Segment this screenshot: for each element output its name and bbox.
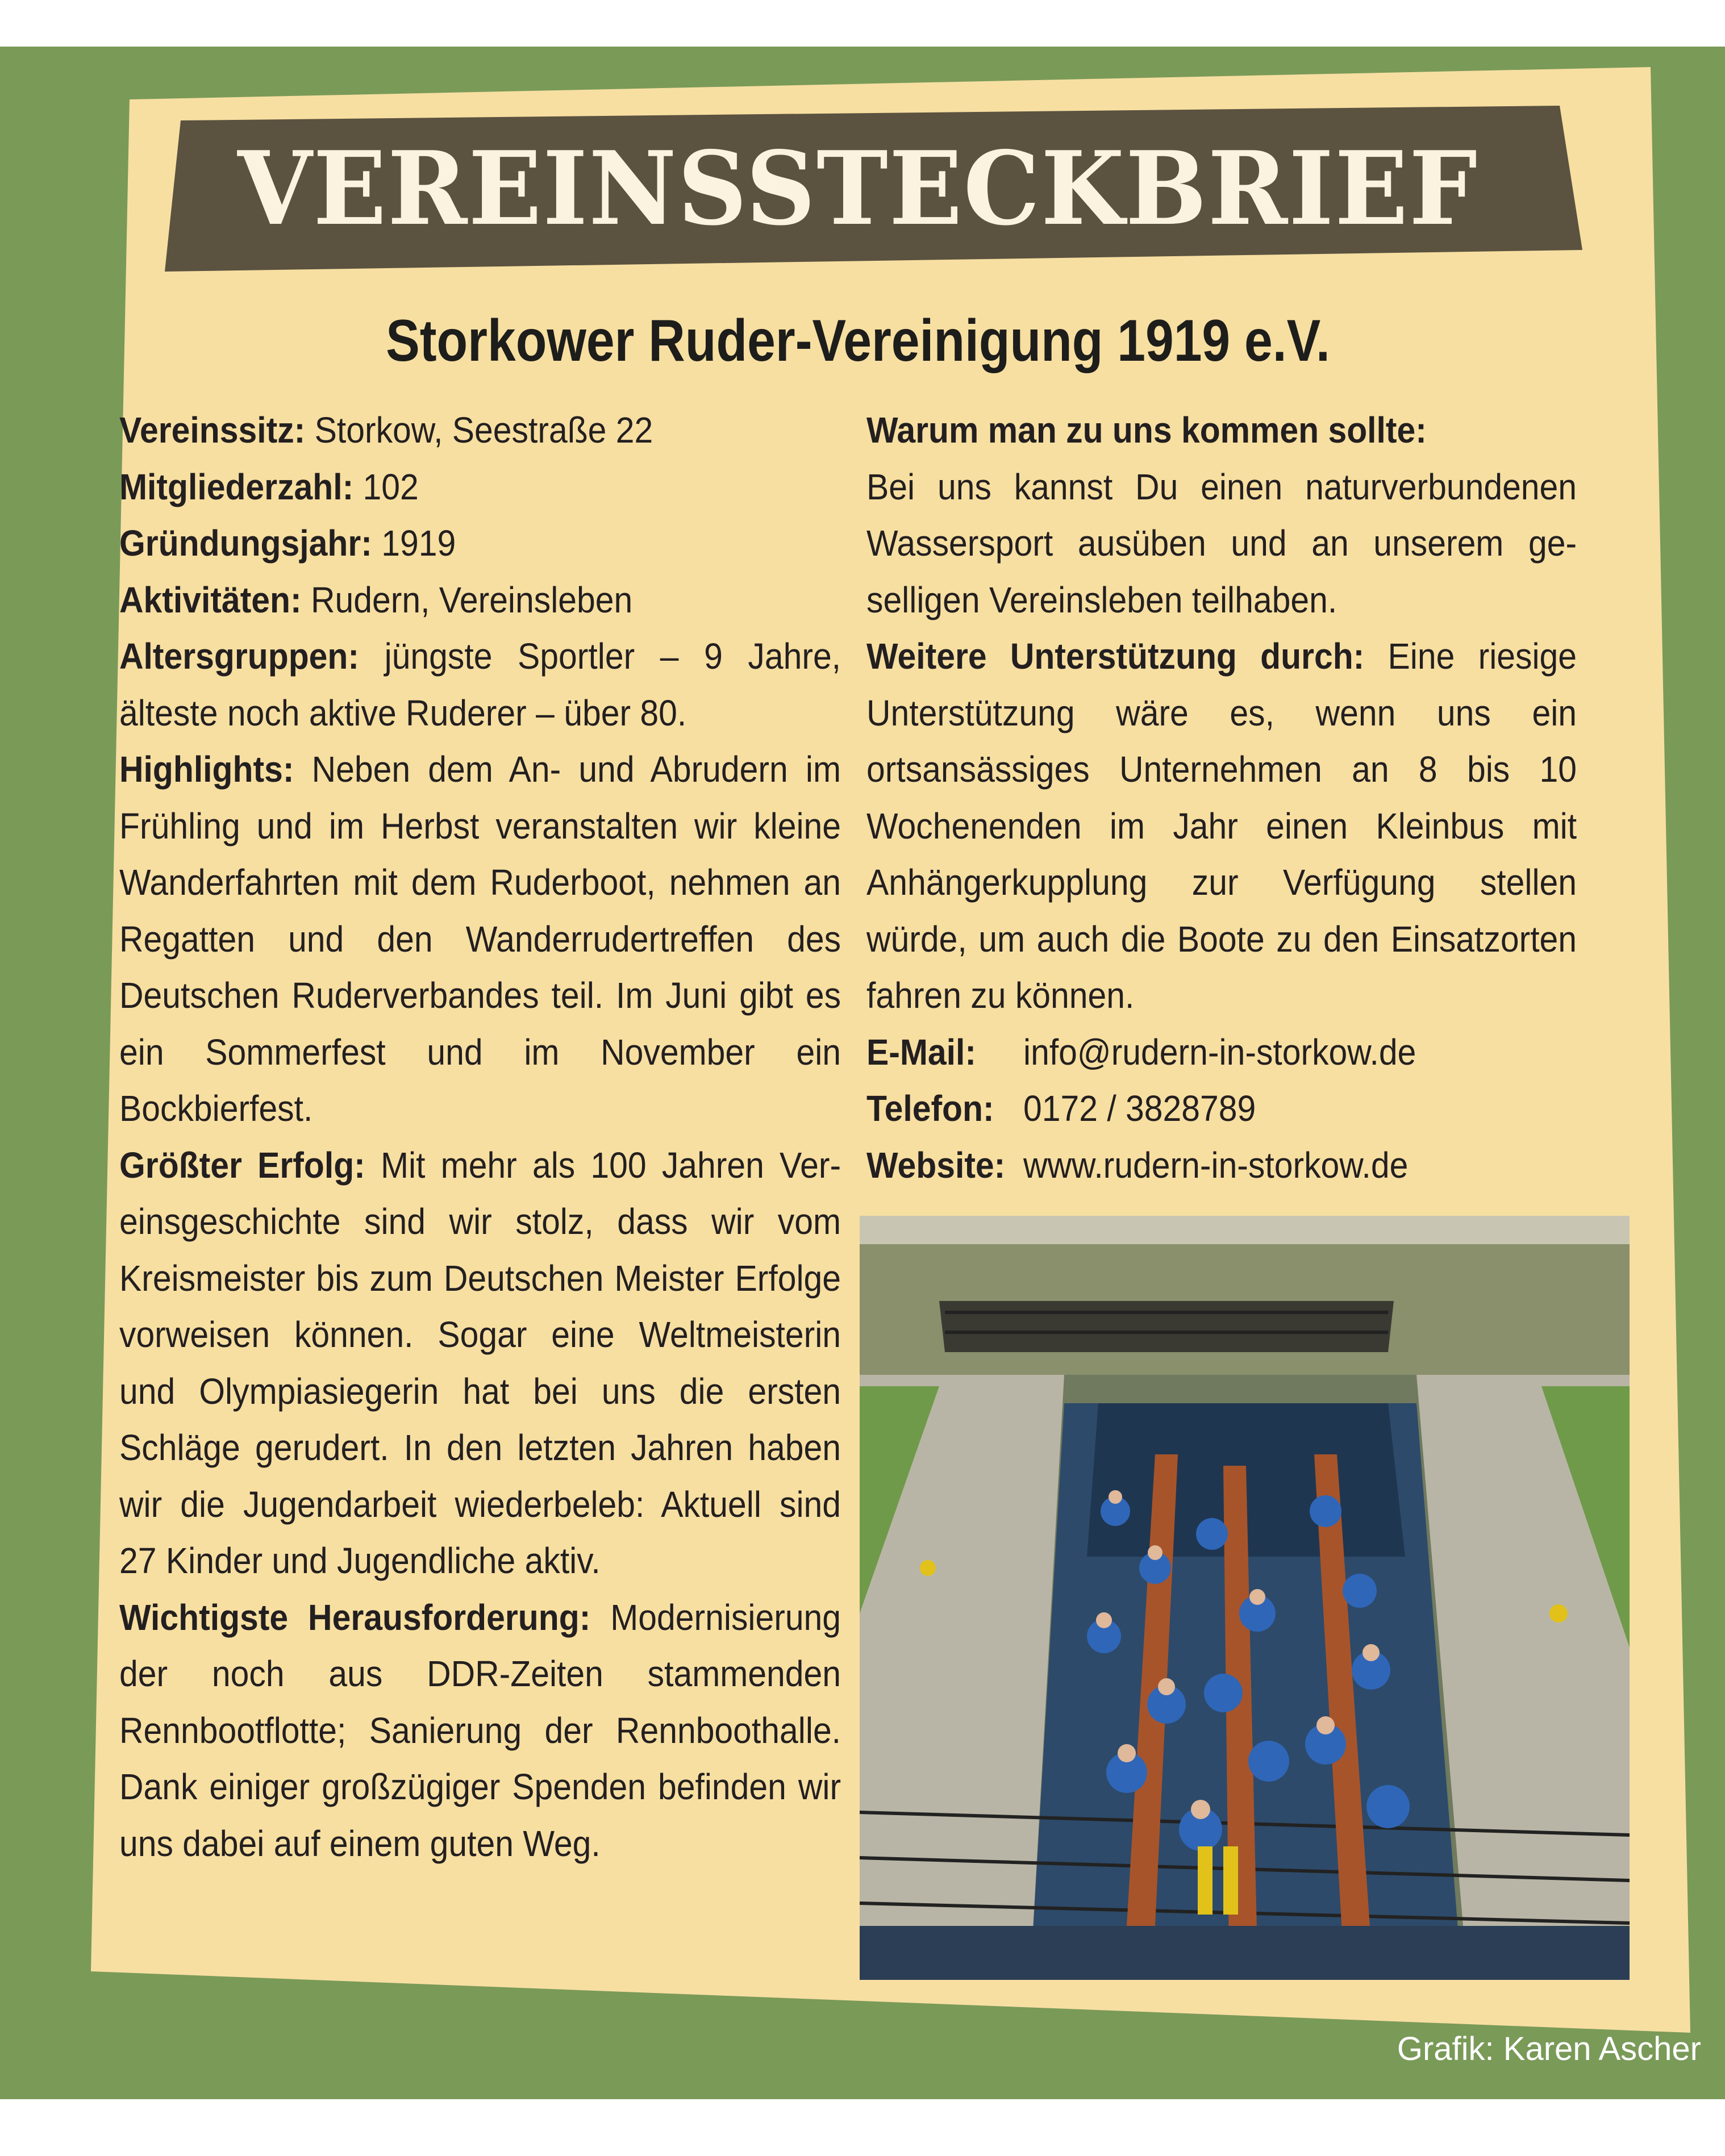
email-value[interactable]: info@rudern-in-storkow.de [1023,1031,1416,1073]
field-highlights [119,741,841,1137]
field-value: Storkow, Seestraße 22 [305,410,653,451]
field-label: Weitere Unterstützung durch: [866,636,1365,677]
field-value: 102 [353,466,419,507]
contact-website [866,1137,1520,1194]
phone-label: Telefon: [866,1088,994,1129]
contact-phone [866,1081,1520,1137]
field-value: jüngste Sportler – 9 Jahre, älteste noch aktive Ruderer – über 80. [119,636,841,733]
field-activities [119,572,841,629]
field-members [119,459,841,516]
field-challenge [119,1590,841,1873]
website-value[interactable]: www.rudern-in-storkow.de [1023,1144,1409,1186]
contact-email [866,1024,1520,1081]
right-column [866,402,1577,1194]
graphic-credit: Grafik: Karen Ascher [1397,2030,1701,2067]
field-label: Aktivitäten: [119,579,302,620]
field-value: 1919 [372,523,456,564]
club-name: Storkower Ruder-Vereinigung 1919 e.V. [386,308,1330,374]
field-label: Vereinssitz: [119,410,306,451]
field-label: Altersgruppen: [119,636,359,677]
why-heading: Warum man zu uns kommen sollte: [866,410,1427,451]
field-value: Modernisierung der noch aus DDR-Zeiten stammenden Rennbootflotte; Sanierung der Rennboothalle. Dank einiger großzügiger Spenden befinden wir uns dabei auf einem guten Weg. [119,1596,841,1864]
field-label: Größter Erfolg: [119,1144,365,1186]
field-value: Rudern, Vereinsleben [301,579,633,620]
field-label: Gründungsjahr: [119,523,372,564]
field-value: Eine riesige Unterstützung wäre es, wenn uns ein ortsansässiges Unternehmen an 8 bis 10 Wochenenden im Jahr einen Kleinbus mit Anhängerkupplung zur Verfügung stellen würde, um auch die Boote zu den Einsatzorten fahren zu können. [866,636,1577,1016]
field-label: Highlights: [119,749,294,790]
field-founded [119,515,841,572]
field-value: Mit mehr als 100 Jahren Vereinsgeschichte sind wir stolz, dass wir vom Kreismeister bis zum Deutschen Meister Erfolge vorweisen können. Sogar eine Weltmeisterin und Olympiasiegerin hat bei uns die ersten Schläge gerudert. In den letzten Jahren haben wir die Jugendarbeit wiederbeleb: Aktuell sind 27 Kinder und Jugendliche aktiv. [119,1144,841,1581]
website-label: Website: [866,1144,1006,1186]
why-text: Bei uns kannst Du einen naturverbundenen Wassersport ausüben und an unserem geselligen Vereinsleben teilhaben. [866,466,1577,620]
rowing-boats-in-lock-photo [860,1216,1630,1980]
photo-illustration [860,1216,1630,1980]
banner-title: VEREINSSTECKBRIEF [238,129,1478,248]
email-label: E-Mail: [866,1031,976,1073]
field-support [866,628,1577,1024]
field-seat [119,402,841,459]
field-label: Wichtigste Herausforderung: [119,1596,591,1638]
field-label: Mitgliederzahl: [119,466,354,507]
field-age-groups [119,628,841,741]
field-success [119,1137,841,1590]
field-value: Neben dem An- und Abrudern im Frühling und im Herbst veranstalten wir kleine Wanderfahrten mit dem Ruderboot, nehmen an Regatten und den Wanderrudertreffen des Deutschen Ruderverbandes teil. Im Juni gibt es ein Sommerfest und im November ein Bockbierfest. [119,749,841,1129]
phone-value: 0172 / 3828789 [1023,1088,1256,1129]
left-column [119,402,841,1872]
